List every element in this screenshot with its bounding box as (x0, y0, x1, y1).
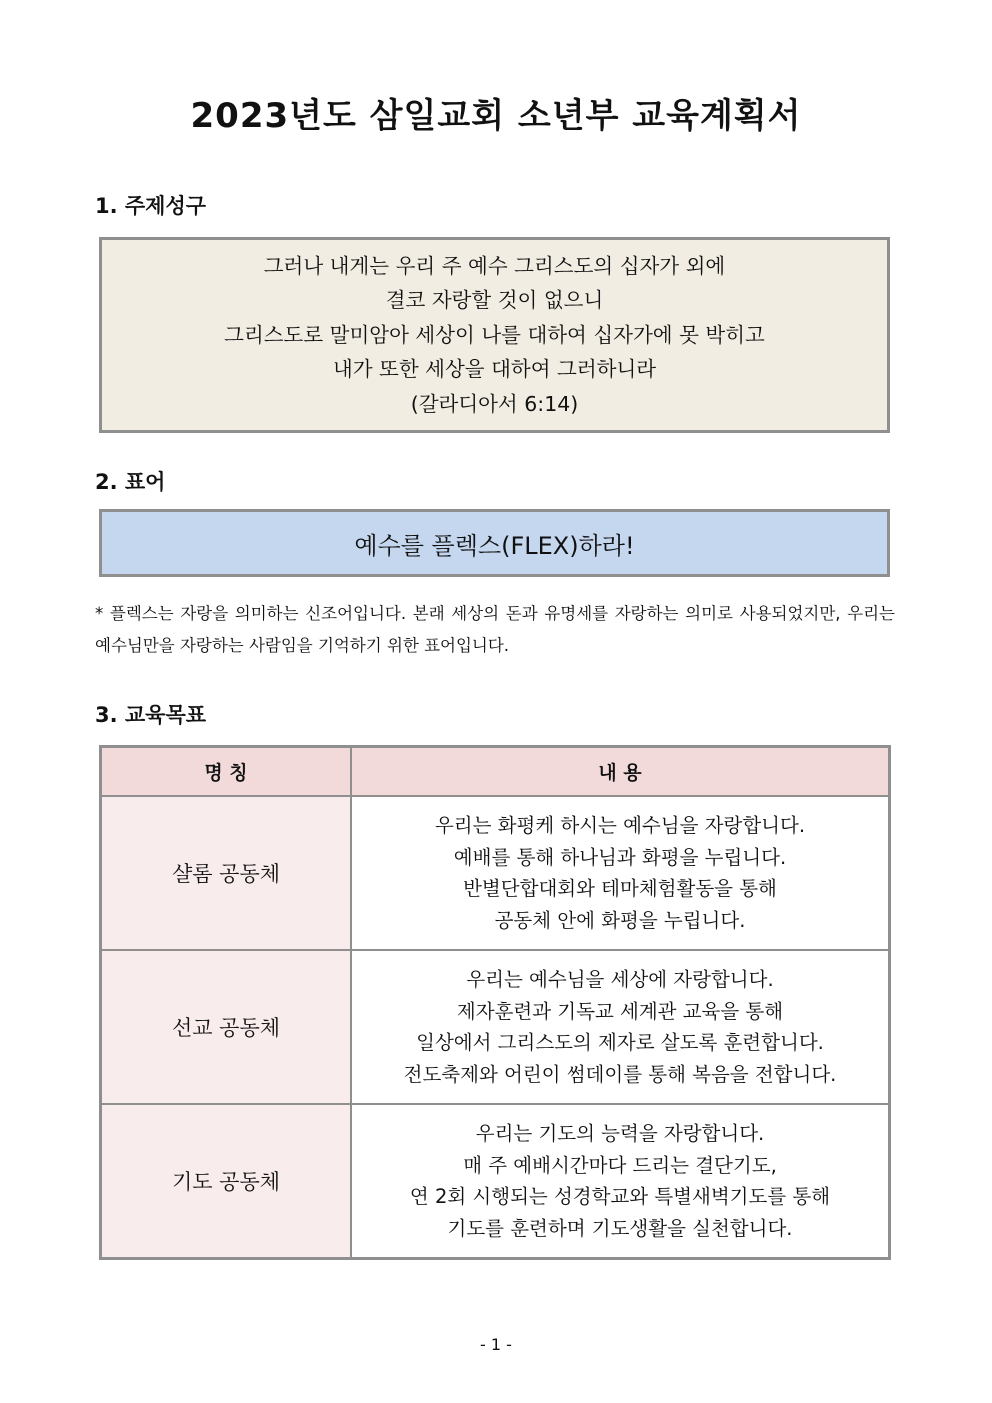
verse-reference: (갈라디아서 6:14) (410, 391, 579, 416)
section-heading-motto: 2. 표어 (95, 470, 166, 494)
goal-content-line: 제자훈련과 기독교 세계관 교육을 통해 (456, 999, 784, 1023)
section-heading-theme-verse: 1. 주제성구 (95, 194, 207, 218)
goal-name: 선교 공동체 (101, 950, 352, 1104)
section-heading-goals: 3. 교육목표 (95, 703, 207, 727)
goal-content (351, 796, 890, 950)
verse-line: 그러나 내게는 우리 주 예수 그리스도의 십자가 외에 (263, 253, 726, 278)
column-header-content: 내 용 (351, 747, 890, 797)
goal-content-line: 우리는 기도의 능력을 자랑합니다. (475, 1122, 765, 1145)
goal-content-line: 전도축제와 어린이 썸데이를 통해 복음을 전합니다. (403, 1062, 837, 1086)
goal-content-line: 예배를 통해 하나님과 화평을 누립니다. (453, 845, 787, 869)
page-number: - 1 - (480, 1335, 512, 1354)
goal-content-line: 기도를 훈련하며 기도생활을 실천합니다. (447, 1216, 793, 1240)
goal-content-line: 일상에서 그리스도의 제자로 살도록 훈련합니다. (416, 1031, 824, 1054)
goal-name: 기도 공동체 (101, 1104, 352, 1259)
table-header-row (101, 747, 890, 797)
motto-text: 예수를 플렉스(FLEX)하라! (354, 531, 635, 560)
column-header-name: 명 칭 (101, 747, 352, 797)
goal-content-line: 공동체 안에 화평을 누립니다. (494, 908, 746, 932)
verse-line: 내가 또한 세상을 대하여 그러하니라 (332, 357, 657, 382)
goal-content-line: 우리는 예수님을 세상에 자랑합니다. (466, 968, 774, 991)
theme-verse-box (99, 237, 890, 433)
goal-name: 샬롬 공동체 (101, 796, 352, 950)
verse-line: 결코 자랑할 것이 없으니 (385, 288, 604, 313)
table-row (101, 796, 890, 950)
goal-content-line: 반별단합대회와 테마체험활동을 통해 (463, 877, 777, 900)
goals-table (99, 745, 891, 1260)
table-row (101, 1104, 890, 1259)
goal-content (351, 950, 890, 1104)
goal-content-line: 매 주 예배시간마다 드리는 결단기도, (463, 1153, 777, 1177)
goal-content-line: 우리는 화평케 하시는 예수님을 자랑합니다. (434, 814, 806, 837)
motto-box (99, 509, 890, 577)
table-row (101, 950, 890, 1104)
goal-content (351, 1104, 890, 1259)
motto-note: * 플렉스는 자랑을 의미하는 신조어입니다. 본래 세상의 돈과 유명세를 자랑하는 의미로 사용되었지만, 우리는 예수님만을 자랑하는 사람임을 기억하기 위한 표어입니다. (95, 604, 895, 655)
goal-content-line: 연 2회 시행되는 성경학교와 특별새벽기도를 통해 (409, 1185, 831, 1208)
page-title: 2023년도 삼일교회 소년부 교육계획서 (190, 96, 802, 136)
verse-line: 그리스도로 말미암아 세상이 나를 대하여 십자가에 못 박히고 (224, 322, 765, 347)
